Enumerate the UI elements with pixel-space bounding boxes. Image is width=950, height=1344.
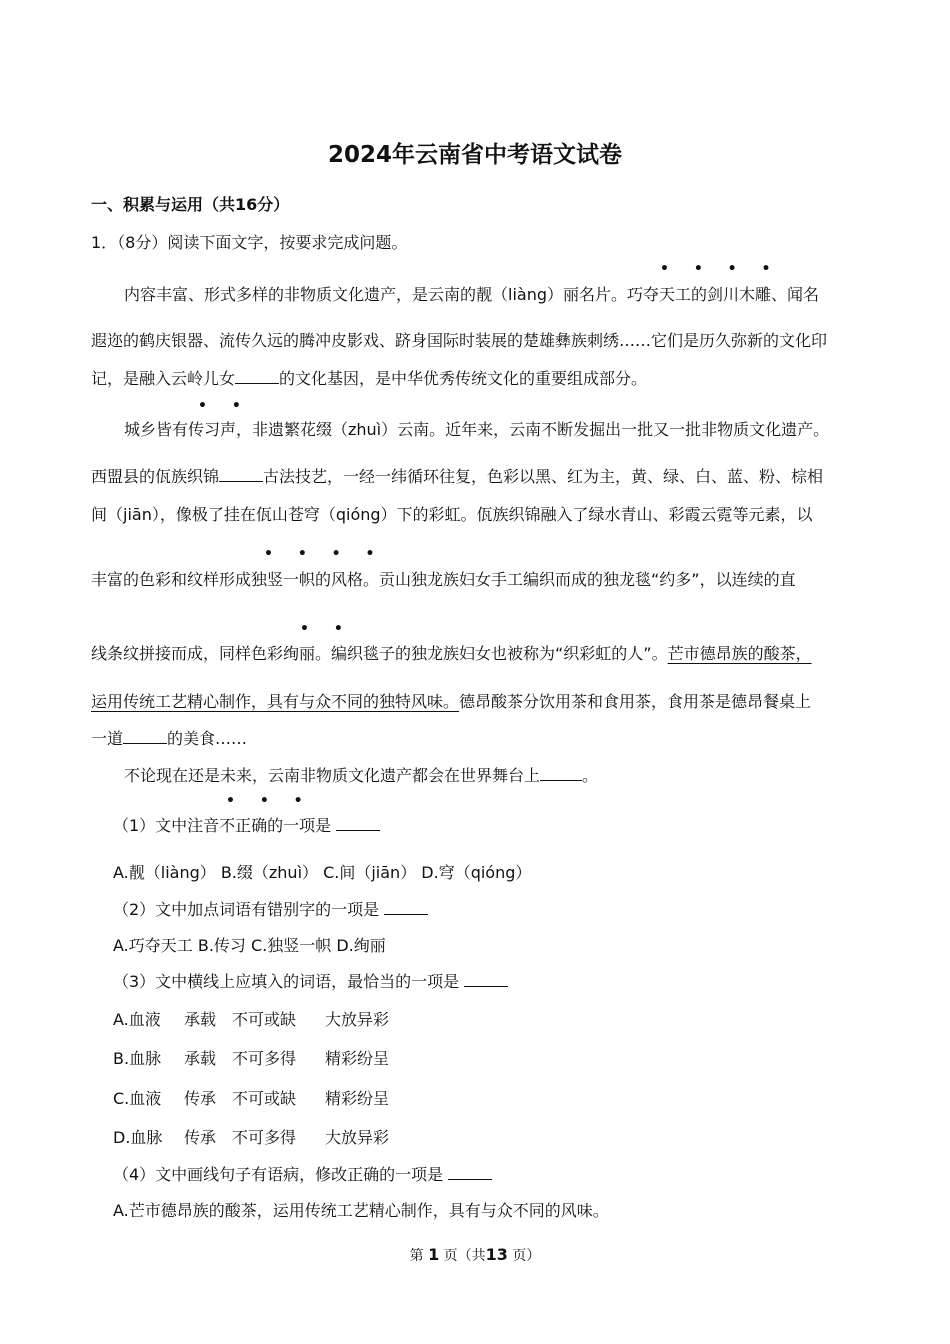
footer-text: 页（共 (443, 1248, 486, 1264)
page-total: 13 (485, 1245, 508, 1264)
passage-line (91, 464, 823, 487)
passage-text: 一道 (91, 729, 124, 748)
passage-text: 古法技艺，一经一纬循环往复，色彩以黑、红为主，黄、绿、白、蓝、粉、棕相 (263, 467, 824, 486)
page-footer (0, 1245, 950, 1265)
option-cell: 精彩纷呈 (325, 1049, 390, 1068)
passage-line (91, 641, 812, 664)
option-row (113, 1086, 389, 1109)
option-cell: C.血液 (113, 1089, 162, 1108)
option-row (113, 1046, 389, 1069)
option-cell: 承载 (184, 1049, 217, 1068)
passage-line (124, 763, 598, 786)
emphasis-dots: • • (198, 398, 251, 414)
answer-blank (384, 899, 428, 915)
sub-question-4-option-a: A.芒市德昂族的酸茶，运用传统工艺精心制作，具有与众不同的风味。 (113, 1201, 609, 1220)
emphasis-dots: • • (300, 621, 353, 637)
emphasis-dots: • • • • (264, 546, 385, 562)
option-cell: A.血液 (113, 1010, 161, 1029)
passage-text: 的文化基因，是中华优秀传统文化的重要组成部分。 (279, 369, 648, 388)
page-number: 1 (428, 1245, 440, 1264)
sub-question-4 (113, 1162, 492, 1185)
underlined-sentence: 运用传统工艺精心制作，具有与众不同的独特风味。 (91, 692, 460, 711)
sub-question-2 (113, 897, 428, 920)
option-cell: 大放异彩 (325, 1010, 390, 1029)
option-row (113, 1125, 389, 1148)
passage-text: 德昂酸茶分饮用茶和食用茶，食用茶是德昂餐桌上 (459, 692, 812, 711)
emphasis-dots: • • • • (660, 261, 781, 277)
fill-blank (540, 765, 582, 781)
footer-text: 页） (512, 1248, 541, 1264)
passage-line: 丰富的色彩和纹样形成独竖一帜的风格。贡山独龙族妇女手工编织而成的独龙毯“约多”，以连续的直 (91, 570, 796, 589)
fill-blank (235, 368, 279, 384)
passage-text: 。 (582, 766, 599, 785)
passage-text: 西盟县的佤族织锦 (91, 467, 220, 486)
option-cell: 不可多得 (232, 1128, 297, 1147)
sub-question-2-options: A.巧夺天工 B.传习 C.独竖一帜 D.绚丽 (113, 936, 386, 955)
sub-question-1-options: A.靓（liàng） B.缀（zhuì） C.间（jiān） D.穹（qióng） (113, 863, 532, 882)
footer-text: 第 (409, 1248, 424, 1264)
sub-question-3 (113, 969, 508, 992)
answer-blank (336, 815, 380, 831)
passage-text: 的美食…… (167, 729, 248, 748)
passage-line: 城乡皆有传习声，非遗繁花缀（zhuì）云南。近年来，云南不断发掘出一批又一批非物质文化遗产。 (124, 420, 830, 439)
option-cell: 不可多得 (232, 1049, 297, 1068)
sub-question-1 (113, 813, 380, 836)
option-row (113, 1007, 389, 1030)
option-cell: 精彩纷呈 (325, 1089, 390, 1108)
passage-line: 内容丰富、形式多样的非物质文化遗产，是云南的靓（liàng）丽名片。巧夺天工的剑川木雕、闻名 (124, 285, 819, 304)
passage-line (91, 726, 247, 749)
passage-line (91, 366, 647, 389)
sub-question-text: （1）文中注音不正确的一项是 (113, 816, 332, 835)
fill-blank (219, 466, 263, 482)
emphasis-dots: • • • (226, 793, 313, 809)
option-cell: 传承 (184, 1089, 217, 1108)
passage-line: 间（jiān），像极了挂在佤山苍穹（qióng）下的彩虹。佤族织锦融入了绿水青山、彩霞云霓等元素，以 (91, 505, 813, 524)
passage-line (91, 689, 811, 712)
passage-text: 线条纹拼接而成，同样色彩绚丽。编织毯子的独龙族妇女也被称为“织彩虹的人”。 (91, 644, 668, 663)
sub-question-text: （2）文中加点词语有错别字的一项是 (113, 900, 380, 919)
sub-question-text: （3）文中横线上应填入的词语，最恰当的一项是 (113, 972, 460, 991)
option-cell: 不可或缺 (232, 1010, 297, 1029)
section-heading: 一、积累与运用（共16分） (91, 195, 290, 214)
option-cell: 传承 (184, 1128, 217, 1147)
question-stem: 1．（8分）阅读下面文字，按要求完成问题。 (91, 233, 408, 252)
answer-blank (448, 1164, 492, 1180)
option-cell: 不可或缺 (232, 1089, 297, 1108)
fill-blank (123, 728, 167, 744)
option-cell: D.血脉 (113, 1128, 163, 1147)
option-cell: 大放异彩 (325, 1128, 390, 1147)
underlined-sentence: 芒市德昂族的酸茶， (667, 644, 812, 663)
sub-question-text: （4）文中画线句子有语病，修改正确的一项是 (113, 1165, 444, 1184)
option-cell: B.血脉 (113, 1049, 162, 1068)
option-cell: 承载 (184, 1010, 217, 1029)
page-title: 2024年云南省中考语文试卷 (327, 142, 622, 168)
passage-line: 遐迩的鹤庆银器、流传久远的腾冲皮影戏、跻身国际时装展的楚雄彝族刺绣……它们是历久弥新的文化印 (91, 331, 828, 350)
answer-blank (464, 971, 508, 987)
passage-text: 记，是融入云岭儿女 (91, 369, 236, 388)
passage-text: 不论现在还是未来，云南非物质文化遗产都会在世界舞台上 (124, 766, 541, 785)
